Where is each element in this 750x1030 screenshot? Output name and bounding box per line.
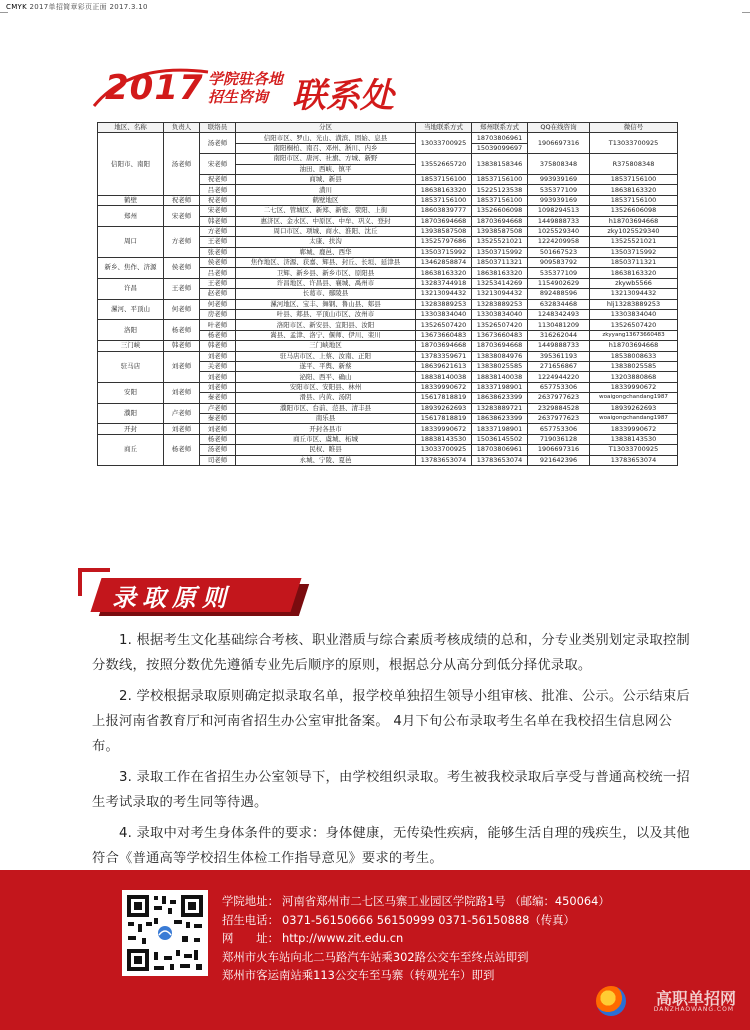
footer [0,870,750,1030]
table-cell: 2637977623 [528,393,590,403]
table-cell: h18703694668 [590,341,678,351]
table-cell: 18537156100 [590,174,678,184]
table-row [98,226,678,236]
table-cell: 13838025585 [472,361,528,371]
footer-address [222,892,610,911]
table-row [98,258,678,268]
table-cell: 501667523 [528,247,590,257]
table-cell: h18703694668 [590,216,678,226]
print-mark [6,2,148,12]
table-cell: 13838158346 [472,154,528,175]
table-cell: 民权、睢县 [236,445,416,455]
table-cell: 13503715992 [416,247,472,257]
table-cell: 535377109 [528,185,590,195]
footer-website [222,929,610,948]
table-cell: 15617818819 [416,413,472,423]
table-cell: 1130481209 [528,320,590,330]
table-cell: 909583792 [528,258,590,268]
footer-phone [222,911,610,930]
table-cell: 13783653074 [416,455,472,465]
admission-principles [92,628,692,877]
table-row [98,341,678,351]
table-cell: 杨老师 [200,434,236,444]
table-cell: 三门峡 [98,341,164,351]
table-cell: 13213094432 [416,289,472,299]
table-cell: 632834468 [528,299,590,309]
table-cell: 宋老师 [200,154,236,175]
table-cell: 永城、宁陵、夏邑 [236,455,416,465]
column-header: 当地联系方式 [416,123,472,133]
table-row [98,351,678,361]
table-cell: 18603839777 [416,206,472,216]
table-cell: 993939169 [528,195,590,205]
table-cell: 18537156100 [472,195,528,205]
phone-label: 招生电话： [222,912,279,927]
table-cell: 汤老师 [200,133,236,154]
table-cell: 杨老师 [164,320,200,341]
watermark-subtext: DANZHAOWANG.COM [653,1006,734,1013]
column-header: 联络员 [200,123,236,133]
table-cell: zkywb5566 [590,278,678,288]
table-cell: 271656867 [528,361,590,371]
table-cell: 15225123538 [472,185,528,195]
table-cell: 13213094432 [472,289,528,299]
table-cell: 15036145502 [472,434,528,444]
table-cell: 侯老师 [200,258,236,268]
table-cell: 13526507420 [472,320,528,330]
table-cell: 卢老师 [200,403,236,413]
table-cell: 18638163320 [590,185,678,195]
table-cell: 刘老师 [164,351,200,382]
header-sub-line1: 学院驻各地 [208,70,284,88]
principle-3: 3. 录取工作在省招生办公室领导下，由学校组织录取。考生被我校录取后享受与普通高校统一招生考试录取的考生同等待遇。 [92,770,690,810]
table-cell: 韩老师 [164,341,200,351]
table-cell: 13503715992 [590,247,678,257]
table-cell: 13283744918 [416,278,472,288]
table-row [98,434,678,444]
table-cell: 秦老师 [200,393,236,403]
table-cell: 316262044 [528,330,590,340]
table-cell: 18703694668 [416,341,472,351]
table-cell: T13033700925 [590,133,678,154]
table-row [98,299,678,309]
table-cell: 驻马店市区、上蔡、汝南、正阳 [236,351,416,361]
table-cell: 太康、扶沟 [236,237,416,247]
table-cell: 1224944220 [528,372,590,382]
table-cell: 韩老师 [200,341,236,351]
table-cell: 嵩县、孟津、洛宁、偃师、伊川、栾川 [236,330,416,340]
principle-2: 2. 学校根据录取原则确定拟录取名单，报学校单独招生领导小组审核、批准、公示。公示结束后上报河南省教育厅和河南省招生办公室审批备案。 4月下旬公布录取考生名单在我校招生信息网公布。 [92,689,690,754]
table-cell: 18537156100 [416,174,472,184]
table-cell: 13203880868 [590,372,678,382]
table-cell: 18703806961 [472,133,528,143]
table-cell: 刘老师 [164,382,200,403]
table-cell: 18337198901 [472,382,528,392]
table-cell: 汤老师 [200,445,236,455]
table-cell: 长葛市、鄢陵县 [236,289,416,299]
table-cell: 赵老师 [200,289,236,299]
table-cell: 杨老师 [164,434,200,465]
phone-value: 0371-56150666 56150999 0371-56150888（传真） [282,912,575,927]
table-cell: 18537156100 [472,174,528,184]
table-cell: 13303834040 [416,310,472,320]
table-cell: 刘老师 [164,424,200,434]
table-cell: 18339990672 [590,424,678,434]
table-cell: hlj13283889253 [590,299,678,309]
table-cell: 18639621613 [416,361,472,371]
table-cell: 新乡、焦作、济源 [98,258,164,279]
header-sub-line2: 招生咨询 [208,88,269,106]
table-cell: 18337198901 [472,424,528,434]
column-header: 郑州联系方式 [472,123,528,133]
table-cell: 18638163320 [472,268,528,278]
table-row [98,320,678,330]
table-cell: 13526606098 [472,206,528,216]
table-cell: 18638163320 [416,268,472,278]
contact-table [97,122,678,466]
header-subtitle [208,70,283,106]
table-body [98,133,678,466]
table-cell: 15039099697 [472,143,528,153]
table-cell: 南阳桐柏、南召、邓州、淅川、内乡 [236,143,416,153]
table-row [98,424,678,434]
table-cell: 二七区、管城区、新郑、新密、荥阳、上街 [236,206,416,216]
table-cell: 宋老师 [164,206,200,227]
table-cell: 驻马店 [98,351,164,382]
section-heading [78,568,318,618]
table-cell: 13283889253 [416,299,472,309]
table-cell: 1224209958 [528,237,590,247]
table-cell: 13303834040 [472,310,528,320]
footer-route-2: 郑州市客运南站乘113公交车至马寨（转观光车）即到 [222,968,495,982]
table-cell: zky1025529340 [590,226,678,236]
table-cell: 刘老师 [200,382,236,392]
table-cell: 18939262693 [416,403,472,413]
table-cell: 祝老师 [164,195,200,205]
table-cell: 18339990672 [416,382,472,392]
table-cell: 13783653074 [590,455,678,465]
column-header: QQ在线咨询 [528,123,590,133]
table-cell: 13673660483 [472,330,528,340]
table-cell: 375808348 [528,154,590,175]
table-cell: 657753306 [528,382,590,392]
table-cell: 13462858874 [416,258,472,268]
table-cell: 信阳市区、罗山、光山、潢滨、固始、息县 [236,133,416,143]
table-cell: 535377109 [528,268,590,278]
table-cell: 13303834040 [590,310,678,320]
table-cell: 漯河地区、宝丰、舞钢、鲁山县、郏县 [236,299,416,309]
table-cell: 1906697316 [528,133,590,154]
table-cell: 719036128 [528,434,590,444]
table-cell: R375808348 [590,154,678,175]
table-cell: 油田、西峡、镇平 [236,164,416,174]
table-cell: 关老师 [200,361,236,371]
table-cell: 祝老师 [200,195,236,205]
table-cell: 鹤壁地区 [236,195,416,205]
table-cell: 张老师 [200,247,236,257]
address-value: 河南省郑州市二七区马寨工业园区学院路1号 （邮编：450064） [282,894,610,908]
table-cell: 叶老师 [200,320,236,330]
column-header: 分区 [236,123,416,133]
column-header: 地区、名称 [98,123,164,133]
table-cell: 13525521021 [472,237,528,247]
table-cell: zkyyang13673660483 [590,330,678,340]
table-cell: 惠济区、金水区、中原区、中牟、巩义、登封 [236,216,416,226]
table-cell: 王老师 [200,278,236,288]
table-cell: 18838143530 [416,434,472,444]
table-cell: 18503711321 [472,258,528,268]
table-cell: 18339990672 [590,382,678,392]
table-cell: 13552665720 [416,154,472,175]
watermark-logo-icon [596,986,626,1016]
table-cell: 三门峡地区 [236,341,416,351]
table-cell: 开封 [98,424,164,434]
table-header-row [98,123,678,133]
table-cell: 18703694668 [416,216,472,226]
table-cell: 13033700925 [416,133,472,154]
table-cell: 18503711321 [590,258,678,268]
table-cell: 南阳市区、唐河、社旗、方城、新野 [236,154,416,164]
table-cell: 18838140038 [472,372,528,382]
table-cell: 濮阳市区、台前、范县、清丰县 [236,403,416,413]
table-cell: 13938587508 [472,226,528,236]
table-cell: 395361193 [528,351,590,361]
table-cell: 焦作地区、济源、获嘉、辉县、封丘、长垣、延津县 [236,258,416,268]
table-cell: 宋老师 [200,206,236,216]
table-cell: 13283889721 [472,403,528,413]
crop-mark [0,12,8,13]
table-cell: 信阳市、南阳 [98,133,164,195]
table-cell: 方老师 [164,226,200,257]
table-cell: 何老师 [200,299,236,309]
table-row [98,278,678,288]
table-cell: 王老师 [200,237,236,247]
table-cell: 安阳 [98,382,164,403]
table-cell: 司老师 [200,455,236,465]
table-cell: 18838140038 [416,372,472,382]
table-cell: 13838025585 [590,361,678,371]
table-cell: 南乐县 [236,413,416,423]
table-row [98,133,678,143]
principle-1: 1. 根据考生文化基础综合考核、职业潜质与综合素质考核成绩的总和，分专业类别划定录取控制分数线，按照分数优先遵循专业先后顺序的原则，根据总分从高分到低分择优录取。 [92,633,690,673]
table-cell: 方老师 [200,226,236,236]
table-cell: 刘老师 [200,351,236,361]
table-cell: 1449888733 [528,341,590,351]
table-cell: 祝老师 [200,174,236,184]
table-cell: 13503715992 [472,247,528,257]
table-cell: 13783359671 [416,351,472,361]
qr-code-icon [122,890,208,976]
table-cell: 吕老师 [200,185,236,195]
table-cell: T13033700925 [590,445,678,455]
table-cell: 商丘 [98,434,164,465]
table-cell: 叶县、郏县、平顶山市区、汝州市 [236,310,416,320]
table-cell: 13253414269 [472,278,528,288]
table-cell: 18703694668 [472,216,528,226]
table-cell: 1906697316 [528,445,590,455]
table-cell: 秦老师 [200,413,236,423]
column-header: 微信号 [590,123,678,133]
table-cell: 13213094432 [590,289,678,299]
table-cell: 892488596 [528,289,590,299]
table-row [98,195,678,205]
table-cell: 安阳市区、安阳县、林州 [236,382,416,392]
column-header: 负责人 [164,123,200,133]
table-cell: 许昌 [98,278,164,299]
table-cell: 商城、新县 [236,174,416,184]
table-cell: 13526507420 [590,320,678,330]
table-cell: 刘老师 [200,424,236,434]
table-cell: 郸城、鹿邑、西华 [236,247,416,257]
table-cell: 1025529340 [528,226,590,236]
table-cell: 泌阳、西平、确山 [236,372,416,382]
table-cell: 许昌地区、许昌县、襄城、禹州市 [236,278,416,288]
table-cell: 卫辉、新乡县、新乡市区、原阳县 [236,268,416,278]
table-row [98,403,678,413]
watermark-text: 高职单招网 [655,989,736,1008]
table-cell: 921642396 [528,455,590,465]
table-cell: 卢老师 [164,403,200,424]
table-cell: 13526507420 [416,320,472,330]
table-cell: 开封各县市 [236,424,416,434]
address-label: 学院地址： [222,894,279,908]
table-cell: 潢川 [236,185,416,195]
table-row [98,382,678,392]
table-cell: 侯老师 [164,258,200,279]
table-cell: 房老师 [200,310,236,320]
table-cell: 13283889253 [472,299,528,309]
footer-route-1: 郑州市火车站向北二马路汽车站乘302路公交车至终点站即到 [222,949,529,964]
principle-4: 4. 录取中对考生身体条件的要求：身体健康，无传染性疾病，能够生活自理的残疾生，以及其他符合《普通高等学校招生体检工作指导意见》要求的考生。 [92,826,690,866]
table-cell: 刘老师 [200,372,236,382]
section-title: 录取原则 [112,584,232,612]
table-cell: 王老师 [164,278,200,299]
table-cell: 杨老师 [200,330,236,340]
header-year: 2017 [105,68,204,108]
table-cell: 18537156100 [416,195,472,205]
table-cell: 何老师 [164,299,200,320]
contact-table-wrap [97,122,677,466]
table-cell: 吕老师 [200,268,236,278]
table-cell: woaigongchandang1987 [590,393,678,403]
table-cell: 13938587508 [416,226,472,236]
table-cell: 1098294513 [528,206,590,216]
table-cell: 13838084976 [472,351,528,361]
table-row [98,206,678,216]
table-cell: 18703694668 [472,341,528,351]
table-cell: woaigongchandang1987 [590,413,678,423]
web-label: 网 址： [222,931,279,945]
table-cell: 13033700925 [416,445,472,455]
table-cell: 15617818819 [416,393,472,403]
table-cell: 657753306 [528,424,590,434]
table-cell: 18638163320 [416,185,472,195]
table-cell: 13783653074 [472,455,528,465]
table-cell: 18538008633 [590,351,678,361]
table-cell: 1154902629 [528,278,590,288]
table-cell: 18703806961 [472,445,528,455]
table-cell: 13525797686 [416,237,472,247]
table-cell: 鹤壁 [98,195,164,205]
table-cell: 滑县、内黄、汤阴 [236,393,416,403]
table-cell: 遂平、平舆、新蔡 [236,361,416,371]
table-cell: 2329884528 [528,403,590,413]
table-cell: 993939169 [528,174,590,184]
table-cell: 13838143530 [590,434,678,444]
cmyk-mark: CMYK [6,3,27,11]
print-mark-text: 2017单招简章彩页正面 2017.3.10 [29,3,148,11]
footer-contact-lines [222,892,610,985]
table-cell: 18638623399 [472,393,528,403]
table-cell: 商丘市区、虞城、柘城 [236,434,416,444]
table-cell: 13525521021 [590,237,678,247]
table-cell: 漯河、平顶山 [98,299,164,320]
table-cell: 18638163320 [590,268,678,278]
table-cell: 1248342493 [528,310,590,320]
table-cell: 濮阳 [98,403,164,424]
table-cell: 韩老师 [200,216,236,226]
table-cell: 18537156100 [590,195,678,205]
table-cell: 周口 [98,226,164,257]
table-cell: 18939262693 [590,403,678,413]
table-cell: 洛阳 [98,320,164,341]
table-cell: 洛阳市区、新安县、宜阳县、汝阳 [236,320,416,330]
table-cell: 2637977623 [528,413,590,423]
table-cell: 1449888733 [528,216,590,226]
table-cell: 郑州 [98,206,164,227]
web-link[interactable]: http://www.zit.edu.cn [282,931,404,945]
crop-mark [742,12,750,13]
table-cell: 周口市区、项城、商水、淮阳、沈丘 [236,226,416,236]
table-cell: 13673660483 [416,330,472,340]
table-cell: 18638623399 [472,413,528,423]
table-cell: 汤老师 [164,133,200,195]
header-main-title: 联系处 [292,76,394,116]
header-banner [60,64,460,114]
table-cell: 13526606098 [590,206,678,216]
table-cell: 18339990672 [416,424,472,434]
